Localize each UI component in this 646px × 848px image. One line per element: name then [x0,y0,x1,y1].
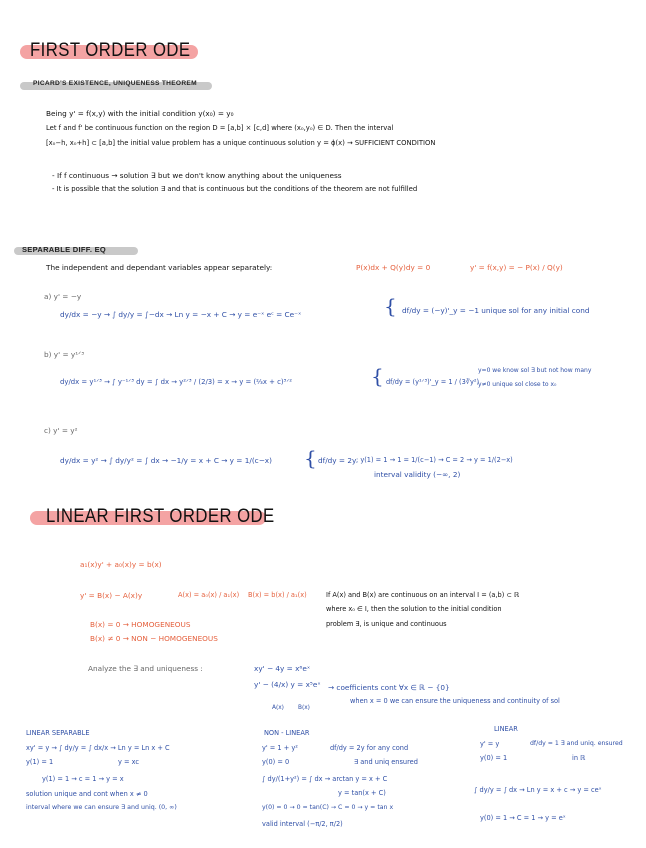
col2-line-3: ∫ dy/(1+y²) = ∫ dx → arctan y = x + C [262,775,388,783]
analyze-equation-1: xy' − 4y = x⁶eˣ [254,664,311,673]
col3-line-2: y(0) = 1 [480,754,508,762]
linear-theorem-3: problem ∃, is unique and continuous [326,620,447,628]
col2-line-5: y(0) = 0 → 0 = tan(C) → C = 0 → y = tan x [262,804,394,811]
picard-bullet-1: - If f continuous → solution ∃ but we don't know anything about the uniqueness [52,171,342,180]
col2-title: NON - LINEAR [264,729,310,737]
example-c-brace: { [304,446,317,470]
picard-line-2: Let f and f' be continuous function on the region D = [a,b] × [c,d] where (x₀,y₀) ∈ D. Then the interval [46,124,394,132]
col2-line-6: valid interval (−π/2, π/2) [262,820,343,828]
example-a-equation: dy/dx = −y → ∫ dy/y = ∫−dx → Ln y = −x + C → y = e⁻ˣ eᶜ = Ce⁻ˣ [60,310,302,319]
example-a-label: a) y' = −y [44,292,82,301]
analyze-B-label: B(x) [298,705,310,711]
example-b-brace: { [371,364,384,388]
example-c-equation: dy/dx = y² → ∫ dy/y² = ∫ dx → −1/y = x + C → y = 1/(c−x) [60,456,272,465]
page-title: FIRST ORDER ODE [30,40,191,61]
col1-line-5: solution unique and cont when x ≠ 0 [26,790,148,798]
linear-title: LINEAR FIRST ORDER ODE [46,506,275,527]
homogeneous-label: B(x) = 0 → HOMOGENEOUS [90,620,191,629]
example-a-brace: { [384,294,397,318]
picard-line-3: [x₀−h, x₀+h] ⊂ [a,b] the initial value problem has a unique continuous solution y = ϕ(x) → SUFFICIENT CONDITION [46,139,436,147]
col3-line-3: ∫ dy/y = ∫ dx → Ln y = x + c → y = ceˣ [474,786,602,794]
linear-B-definition: B(x) = b(x) / a₁(x) [248,591,307,599]
col3-right-2: in ℝ [572,754,586,762]
example-b-note-1: y=0 we know sol ∃ but not how many [478,367,592,374]
linear-A-definition: A(x) = a₀(x) / a₁(x) [178,591,240,599]
col3-right-1: df/dy = 1 ∃ and uniq. ensured [530,740,623,747]
col2-right-2: ∃ and uniq ensured [354,758,418,766]
separable-intro: The independent and dependant variables appear separately: [46,263,273,272]
col3-line-4: y(0) = 1 → C = 1 → y = eˣ [480,814,566,822]
example-b-label: b) y' = y¹ᐟ³ [44,350,85,359]
col1-title: LINEAR SEPARABLE [26,729,90,737]
example-c-interval: interval validity (−∞, 2) [374,470,461,479]
analyze-note-1: → coefficients cont ∀x ∈ ℝ − {0} [328,683,450,692]
example-c-label: c) y' = y² [44,426,78,435]
picard-heading: PICARD'S EXISTENCE, UNIQUENESS THEOREM [33,80,197,87]
analyze-label: Analyze the ∃ and uniqueness : [88,664,203,673]
linear-general-form: a₁(x)y' + a₀(x)y = b(x) [80,560,162,569]
col2-line-4: y = tan(x + C) [338,789,386,797]
example-b-note-2: y≠0 unique sol close to x₀ [478,381,557,388]
picard-line-1: Being y' = f(x,y) with the initial condition y(x₀) = y₀ [46,109,234,118]
example-c-side: df/dy = 2y [318,456,357,465]
example-b-side: df/dy = (y¹ᐟ³)'_y = 1 / (3∛y²) [386,378,480,386]
col3-line-1: y' = y [480,740,500,748]
example-b-equation: dy/dx = y¹ᐟ³ → ∫ y⁻¹ᐟ³ dy = ∫ dx → y²ᐟ³ / (2/3) = x → y = (⅔x + c)³ᐟ² [60,378,292,386]
col1-line-6: interval where we can ensure ∃ and uniq. (0, ∞) [26,804,177,811]
separable-form-2: y' = f(x,y) = − P(x) / Q(y) [470,263,563,272]
non-homogeneous-label: B(x) ≠ 0 → NON − HOMOGENEOUS [90,634,218,643]
example-c-ivp: ; y(1) = 1 → 1 = 1/(c−1) → C = 2 → y = 1/(2−x) [356,456,513,464]
col1-line-2: y(1) = 1 [26,758,54,766]
linear-theorem-2: where x₀ ∈ I, then the solution to the initial condition [326,605,502,613]
linear-theorem-1: If A(x) and B(x) are continuous on an interval I = (a,b) ⊂ ℝ [326,591,520,599]
col1-line-1: xy' = y → ∫ dy/y = ∫ dx/x → Ln y = Ln x + C [26,744,170,752]
col3-title: LINEAR [494,725,518,733]
linear-standard-form: y' = B(x) − A(x)y [80,591,143,600]
separable-heading: SEPARABLE DIFF. EQ [22,245,107,254]
analyze-A-label: A(x) [272,705,284,711]
col1-line-3: y = xc [118,758,140,766]
picard-bullet-2: - It is possible that the solution ∃ and that is continuous but the conditions of the theorem are not fulfilled [52,185,418,193]
analyze-equation-2: y' − (4/x) y = x⁵eˣ [254,680,321,689]
analyze-note-2: when x = 0 we can ensure the uniqueness and continuity of sol [350,697,560,705]
col2-line-1: y' = 1 + y² [262,744,298,752]
example-a-side: df/dy = (−y)'_y = −1 unique sol for any initial cond [402,306,590,315]
col2-line-2: y(0) = 0 [262,758,290,766]
col1-line-4: y(1) = 1 → c = 1 → y = x [42,775,124,783]
separable-form-1: P(x)dx + Q(y)dy = 0 [356,263,431,272]
col2-right-1: df/dy = 2y for any cond [330,744,409,752]
